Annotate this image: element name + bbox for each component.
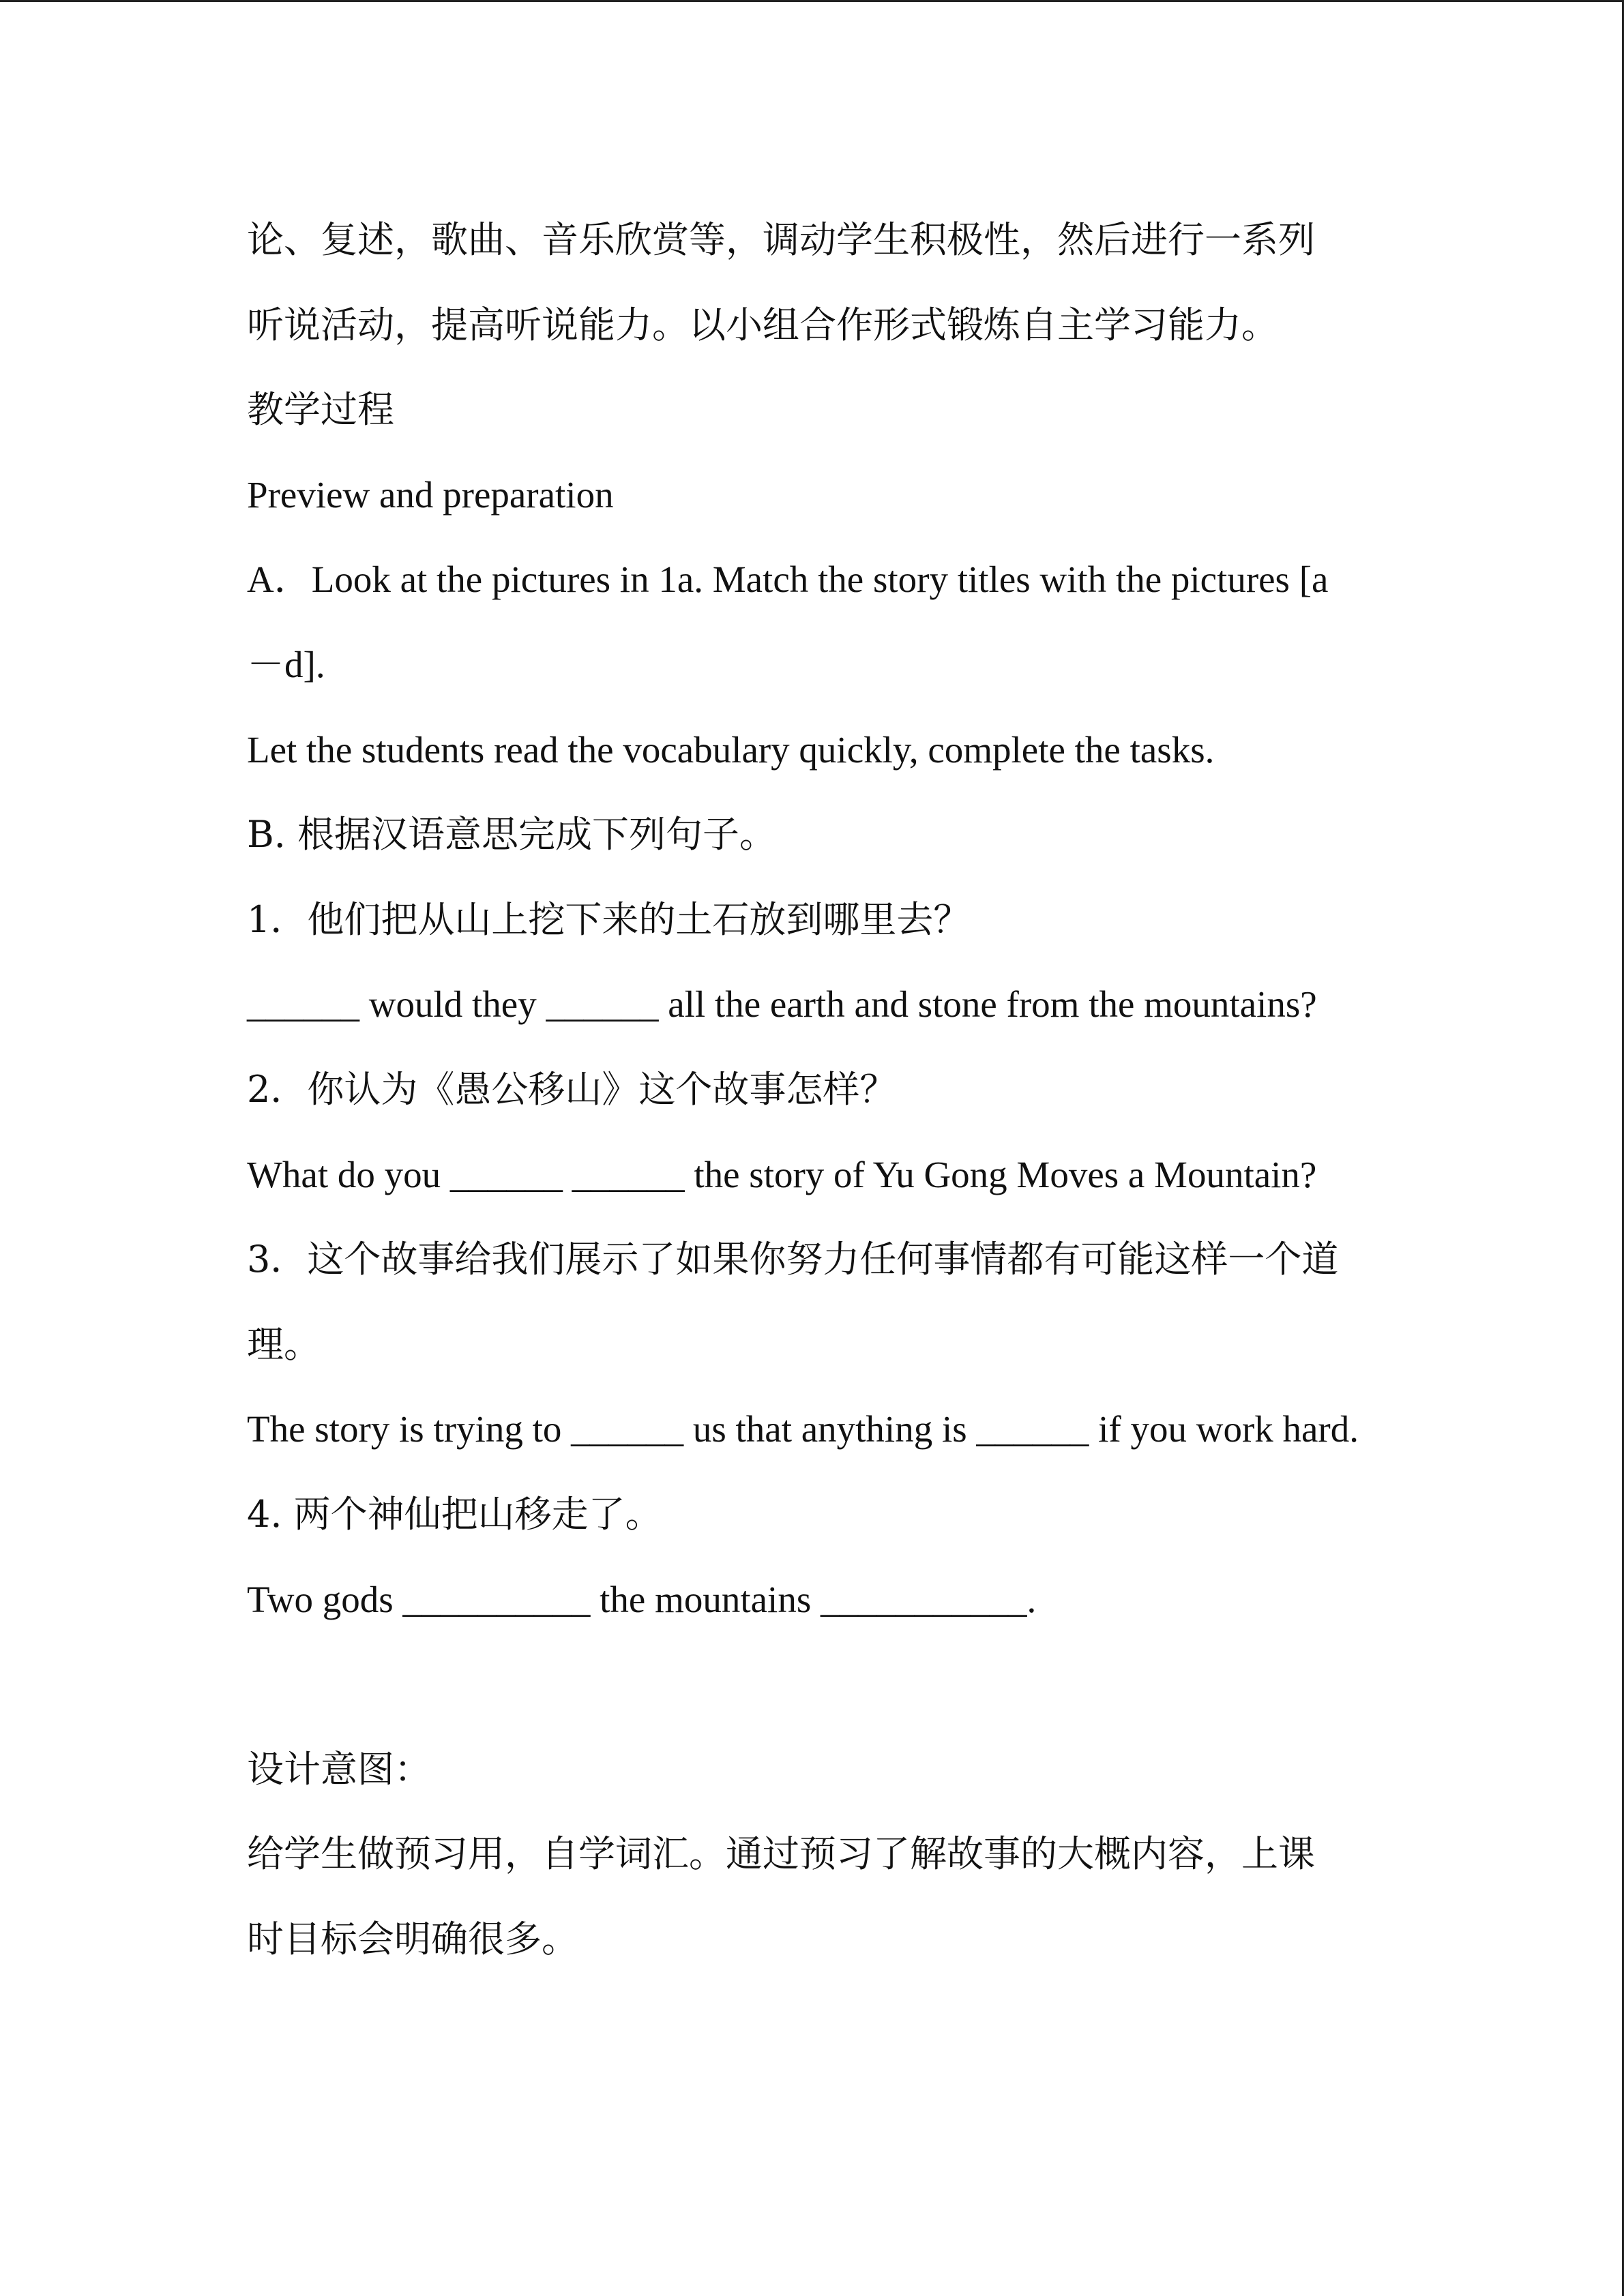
- design-intent-line-2: 时目标会明确很多。: [247, 1917, 578, 1960]
- question-3-chinese-line-1: 3．这个故事给我们展示了如果你努力任何事情都有可能这样一个道: [247, 1238, 1339, 1281]
- question-4-chinese: 4. 两个神仙把山移走了。: [247, 1492, 662, 1536]
- subheading-preview: Preview and preparation: [247, 473, 614, 516]
- question-3-chinese-line-2: 理。: [247, 1322, 321, 1366]
- paragraph-line-2: 听说活动，提高听说能力。以小组合作形式锻炼自主学习能力。: [247, 303, 1278, 346]
- task-a-line-2: －d].: [247, 643, 325, 685]
- document-body: [247, 205, 1393, 1988]
- task-b-heading: B. 根据汉语意思完成下列句子。: [247, 813, 777, 856]
- paragraph-line-1: 论、复述，歌曲、音乐欣赏等，调动学生积极性，然后进行一系列: [247, 218, 1315, 261]
- question-4-english: Two gods __________ the mountains ___________.: [247, 1578, 1037, 1620]
- design-intent-heading: 设计意图：: [247, 1747, 431, 1791]
- task-a-instruction: Let the students read the vocabulary quickly, complete the tasks.: [247, 728, 1215, 771]
- spacer: [247, 1649, 1393, 1734]
- question-1-chinese: 1．他们把从山上挖下来的土石放到哪里去？: [247, 897, 971, 941]
- design-intent-line-1: 给学生做预习用，自学词汇。通过预习了解故事的大概内容，上课: [247, 1832, 1315, 1876]
- question-1-english: ______ would they ______ all the earth and stone from the mountains?: [247, 983, 1317, 1026]
- page-border-top: [0, 0, 1624, 2]
- question-2-chinese: 2．你认为《愚公移山》这个故事怎样？: [247, 1067, 897, 1111]
- task-a-line-1: A．Look at the pictures in 1a. Match the story titles with the pictures [a: [247, 558, 1329, 601]
- question-3-english: The story is trying to ______ us that anything is ______ if you work hard.: [247, 1408, 1359, 1450]
- section-heading-teaching-process: 教学过程: [247, 388, 394, 432]
- question-2-english: What do you ______ ______ the story of Yu Gong Moves a Mountain?: [247, 1153, 1317, 1195]
